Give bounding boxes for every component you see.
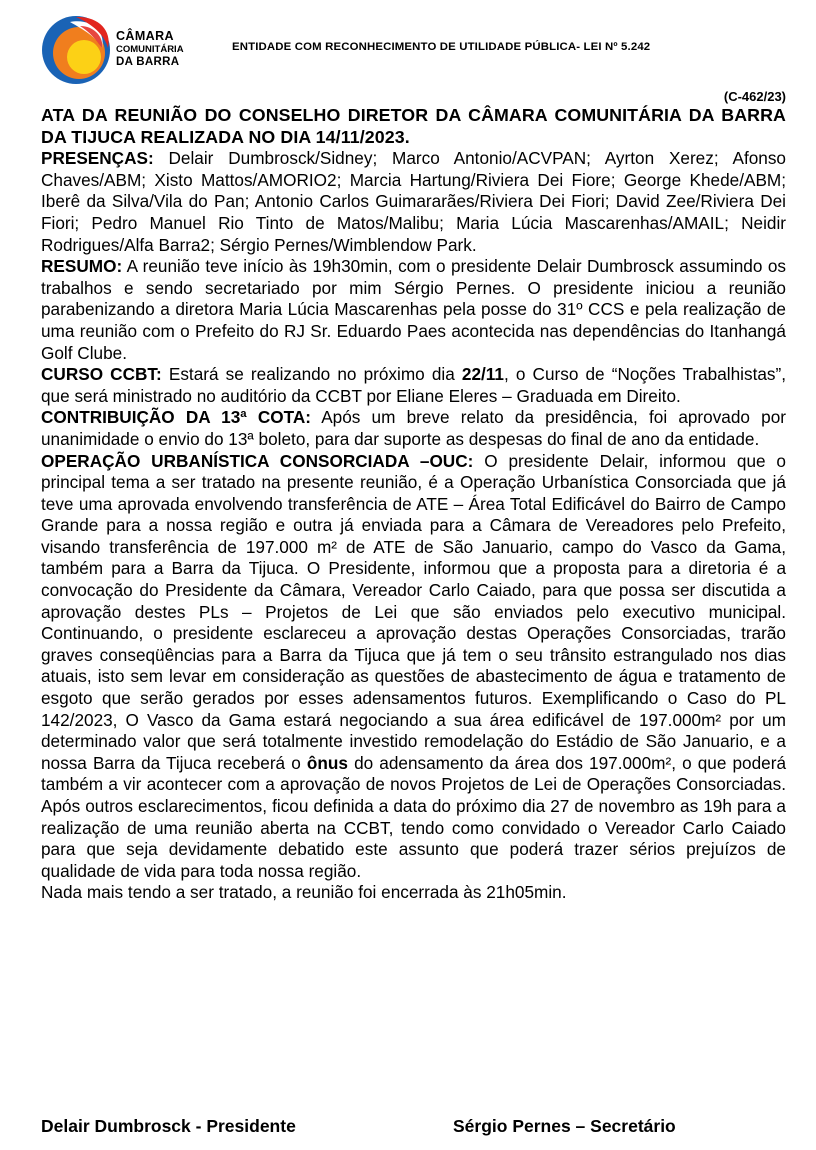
operacao-text-b: do adensamento da área dos 197.000m², o que poderá também a vir acontecer com a aprovação de novos Projetos de Lei de Operações Consorciadas. Após outros esclarecimentos, ficou definida a data do próximo dia 27 de novembro as 19h para a realização de uma reunião aberta na CCBT, tendo como convidado o Vereador Carlo Caiado para que seja devidamente debatido este assunto que poderá trazer sérios prejuízos de qualidade de vida para toda nossa região.: [41, 752, 787, 881]
signature-president: Delair Dumbrosck - Presidente: [41, 1116, 296, 1136]
presencas-text: Delair Dumbrosck/Sidney; Marco Antonio/ACVPAN; Ayrton Xerez; Afonso Chaves/ABM; Xisto Mattos/AMORIO2; Marcia Hartung/Riviera Dei Fiore; George Khede/ABM; Iberê da Silva/Vila do Pan; Antonio Carlos Guimararães/Riviera Dei Fiori; David Zee/Riviera Dei Fiori; Pedro Manuel Rio Tinto de Matos/Malibu; Maria Lúcia Mascarenhas/AMAIL; Neidir Rodrigues/Alfa Barra2; Sérgio Pernes/Wimblendow Park.: [41, 148, 786, 255]
org-name-line-3: DA BARRA: [116, 56, 180, 68]
minutes-body: [41, 105, 786, 904]
operacao-label: OPERAÇÃO URBANÍSTICA CONSORCIADA –OUC:: [41, 450, 474, 471]
presencas-label: PRESENÇAS:: [41, 148, 154, 169]
header-tagline: ENTIDADE COM RECONHECIMENTO DE UTILIDADE PÚBLICA- LEI Nº 5.242: [232, 41, 651, 53]
org-name-line-1: CÂMARA: [116, 29, 174, 43]
contribuicao-label: CONTRIBUIÇÃO DA 13ª COTA:: [41, 407, 311, 428]
operacao-emphasis: ônus: [306, 752, 348, 773]
document-reference: (C-462/23): [723, 89, 786, 104]
closing-statement: Nada mais tendo a ser tratado, a reunião foi encerrada às 21h05min.: [41, 882, 567, 903]
section-contribuicao: [41, 407, 786, 450]
org-name-line-2: COMUNITÁRIA: [116, 44, 184, 55]
section-curso: [41, 364, 786, 407]
camara-comunitaria-logo: [40, 14, 112, 86]
curso-text-a: Estará se realizando no próximo dia: [168, 364, 455, 385]
section-presencas: [41, 148, 786, 256]
section-resumo: [41, 256, 786, 364]
resumo-label: RESUMO:: [41, 256, 123, 277]
resumo-text: A reunião teve início às 19h30min, com o presidente Delair Dumbrosck assumindo os trabalhos e sendo secretariado por mim Sérgio Pernes. O presidente iniciou a reunião parabenizando a diretora Maria Lúcia Mascarenhas pela posse do 31º CCS e pela realização de uma reunião com o Prefeito do RJ Sr. Eduardo Paes acontecida nas dependências do Itanhangá Golf Clube.: [41, 256, 787, 363]
section-operacao: [41, 451, 786, 883]
curso-text-b: , o Curso de “Noções Trabalhistas”, que será ministrado no auditório da CCBT por Eliane Eleres – Graduada em Direito.: [41, 364, 787, 406]
contribuicao-text: Após um breve relato da presidência, foi aprovado por unanimidade o envio do 13ª boleto, para dar suporte as despesas do final de ano da entidade.: [41, 407, 786, 449]
signature-secretary: Sérgio Pernes – Secretário: [453, 1116, 676, 1136]
curso-date: 22/11: [461, 364, 504, 385]
minutes-title: ATA DA REUNIÃO DO CONSELHO DIRETOR DA CÂMARA COMUNITÁRIA DA BARRA DA TIJUCA REALIZADA NO DIA 14/11/2023.: [41, 105, 786, 147]
organization-name: [116, 30, 184, 69]
curso-label: CURSO CCBT:: [41, 364, 162, 385]
operacao-text-a: O presidente Delair, informou que o principal tema a ser tratado na presente reunião, é a Operação Urbanística Consorciada que já teve uma aprovada envolvendo transferência de ATE – Área Total Edificável do Bairro de Campo Grande para a nossa região e outra já enviada para a Câmara de Vereadores pelo Prefeito, visando transferência de 197.000 m² de ATE de São Januario, campo do Vasco da Gama, também para a Barra da Tijuca. O Presidente, informou que a proposta para a diretoria é a convocação do Presidente da Câmara, Vereador Carlo Caiado, para que possa ser discutida a aprovação destes PLs – Projetos de Lei que são enviados pelo executivo municipal. Continuando, o presidente esclareceu a aprovação destas Operações Consorciadas, trarão graves conseqüências para a Barra da Tijuca que já tem o seu trânsito estrangulado nos dias atuais, isto sem levar em consideração as questões de abastecimento de água e tratamento de esgoto que serão gerados por esses adensamentos futuros. Exemplificando o Caso do PL 142/2023, O Vasco da Gama estará negociando a sua área edificável de 197.000m² por um determinado valor que será totalmente investido remodelação do Estádio de São Januario, e a nossa Barra da Tijuca receberá o: [41, 450, 786, 773]
